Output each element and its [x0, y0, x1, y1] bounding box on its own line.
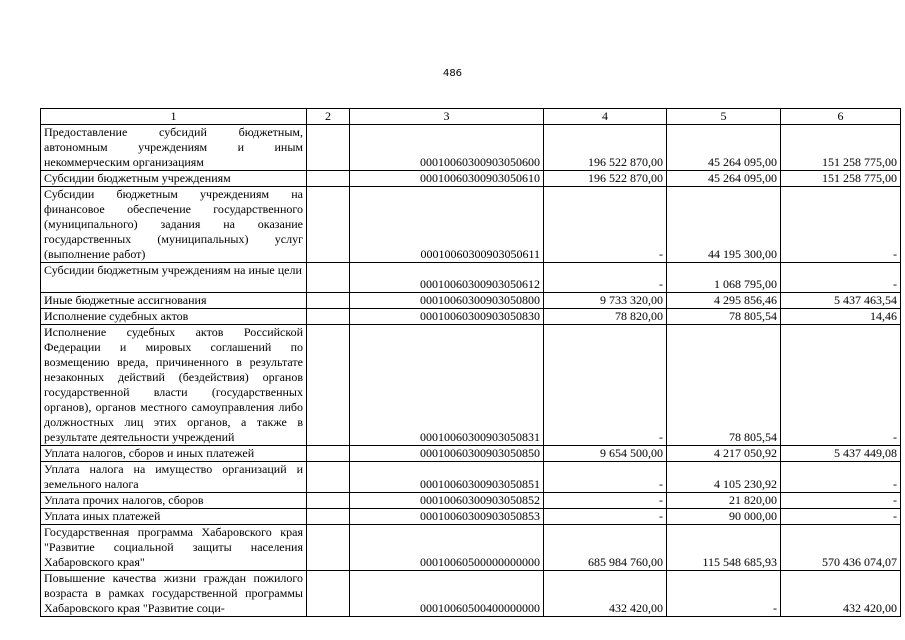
table-row [41, 293, 901, 309]
row-value-cell: 78 820,00 [544, 309, 667, 325]
row-value-cell: 196 522 870,00 [544, 125, 667, 171]
empty-cell [307, 293, 350, 309]
budget-table [40, 108, 901, 617]
row-name-cell: Субсидии бюджетным учреждениям на иные цели [41, 263, 307, 293]
row-name-cell: Уплата налога на имущество организаций и земельного налога [41, 462, 307, 493]
row-value-cell: 685 984 760,00 [544, 525, 667, 571]
row-code-cell: 00010060300903050830 [350, 309, 544, 325]
table-row [41, 125, 901, 171]
row-code-cell: 00010060300903050600 [350, 125, 544, 171]
empty-cell [307, 263, 350, 293]
row-value-cell: 4 295 856,46 [667, 293, 781, 309]
row-name-cell: Уплата налогов, сборов и иных платежей [41, 446, 307, 462]
row-value-cell: - [781, 325, 901, 446]
row-code-cell: 00010060500000000000 [350, 525, 544, 571]
row-value-cell: 45 264 095,00 [667, 125, 781, 171]
row-value-cell: 78 805,54 [667, 309, 781, 325]
row-code-cell: 00010060300903050612 [350, 263, 544, 293]
column-header: 3 [350, 109, 544, 125]
row-value-cell: 432 420,00 [781, 571, 901, 617]
row-code-cell: 00010060300903050850 [350, 446, 544, 462]
row-name-cell: Исполнение судебных актов [41, 309, 307, 325]
table-row [41, 525, 901, 571]
table-row [41, 325, 901, 446]
empty-cell [307, 571, 350, 617]
row-value-cell: - [781, 509, 901, 525]
row-name-cell: Уплата иных платежей [41, 509, 307, 525]
row-value-cell: 9 654 500,00 [544, 446, 667, 462]
row-value-cell: 5 437 463,54 [781, 293, 901, 309]
row-value-cell: 44 195 300,00 [667, 187, 781, 263]
row-value-cell: 90 000,00 [667, 509, 781, 525]
row-value-cell: - [781, 493, 901, 509]
row-value-cell: - [544, 263, 667, 293]
row-name-cell: Иные бюджетные ассигнования [41, 293, 307, 309]
row-value-cell: 196 522 870,00 [544, 171, 667, 187]
empty-cell [307, 493, 350, 509]
table-row [41, 462, 901, 493]
row-value-cell: - [781, 187, 901, 263]
page-number: 486 [442, 68, 463, 79]
table-row [41, 446, 901, 462]
table-header-row [41, 109, 901, 125]
empty-cell [307, 325, 350, 446]
table-row [41, 187, 901, 263]
column-header: 5 [667, 109, 781, 125]
row-value-cell: 4 105 230,92 [667, 462, 781, 493]
row-value-cell: 151 258 775,00 [781, 171, 901, 187]
row-code-cell: 00010060300903050831 [350, 325, 544, 446]
row-name-cell: Субсидии бюджетным учреждениям [41, 171, 307, 187]
row-name-cell: Предоставление субсидий бюджетным, автономным учреждениям и иным некоммерческим организациям [41, 125, 307, 171]
row-code-cell: 00010060300903050853 [350, 509, 544, 525]
table-row [41, 309, 901, 325]
empty-cell [307, 309, 350, 325]
column-header: 6 [781, 109, 901, 125]
row-value-cell: 432 420,00 [544, 571, 667, 617]
empty-cell [307, 187, 350, 263]
row-value-cell: - [544, 509, 667, 525]
row-name-cell: Субсидии бюджетным учреждениям на финансовое обеспечение государственного (муниципального) задания на оказание государственных (муниципальных) услуг (выполнение работ) [41, 187, 307, 263]
row-value-cell: 115 548 685,93 [667, 525, 781, 571]
row-value-cell: 45 264 095,00 [667, 171, 781, 187]
row-value-cell: - [544, 462, 667, 493]
row-name-cell: Исполнение судебных актов Российской Федерации и мировых соглашений по возмещению вреда, причиненного в результате незаконных действий (бездействия) органов государственной власти (государственных органов), органов местного самоуправления либо должностных лиц этих органов, а также в результате деятельности учреждений [41, 325, 307, 446]
row-value-cell: 1 068 795,00 [667, 263, 781, 293]
row-value-cell: 9 733 320,00 [544, 293, 667, 309]
row-code-cell: 00010060300903050852 [350, 493, 544, 509]
table-row [41, 263, 901, 293]
row-value-cell: - [544, 493, 667, 509]
row-name-cell: Повышение качества жизни граждан пожилого возраста в рамках государственной программы Хабаровского края "Развитие соци- [41, 571, 307, 617]
table-row [41, 493, 901, 509]
row-value-cell: - [781, 462, 901, 493]
row-value-cell: - [667, 571, 781, 617]
table-row [41, 509, 901, 525]
row-code-cell: 00010060300903050800 [350, 293, 544, 309]
table-row [41, 571, 901, 617]
column-header: 1 [41, 109, 307, 125]
row-value-cell: 21 820,00 [667, 493, 781, 509]
empty-cell [307, 462, 350, 493]
table-row [41, 171, 901, 187]
row-value-cell: - [781, 263, 901, 293]
empty-cell [307, 125, 350, 171]
empty-cell [307, 509, 350, 525]
row-value-cell: 14,46 [781, 309, 901, 325]
empty-cell [307, 446, 350, 462]
row-code-cell: 00010060500400000000 [350, 571, 544, 617]
column-header: 4 [544, 109, 667, 125]
row-value-cell: 570 436 074,07 [781, 525, 901, 571]
row-value-cell: - [544, 325, 667, 446]
row-name-cell: Государственная программа Хабаровского края "Развитие социальной защиты населения Хабаровского края" [41, 525, 307, 571]
row-name-cell: Уплата прочих налогов, сборов [41, 493, 307, 509]
empty-cell [307, 171, 350, 187]
row-code-cell: 00010060300903050851 [350, 462, 544, 493]
row-value-cell: 5 437 449,08 [781, 446, 901, 462]
column-header: 2 [307, 109, 350, 125]
row-code-cell: 00010060300903050610 [350, 171, 544, 187]
empty-cell [307, 525, 350, 571]
row-value-cell: - [544, 187, 667, 263]
row-code-cell: 00010060300903050611 [350, 187, 544, 263]
row-value-cell: 151 258 775,00 [781, 125, 901, 171]
row-value-cell: 78 805,54 [667, 325, 781, 446]
row-value-cell: 4 217 050,92 [667, 446, 781, 462]
